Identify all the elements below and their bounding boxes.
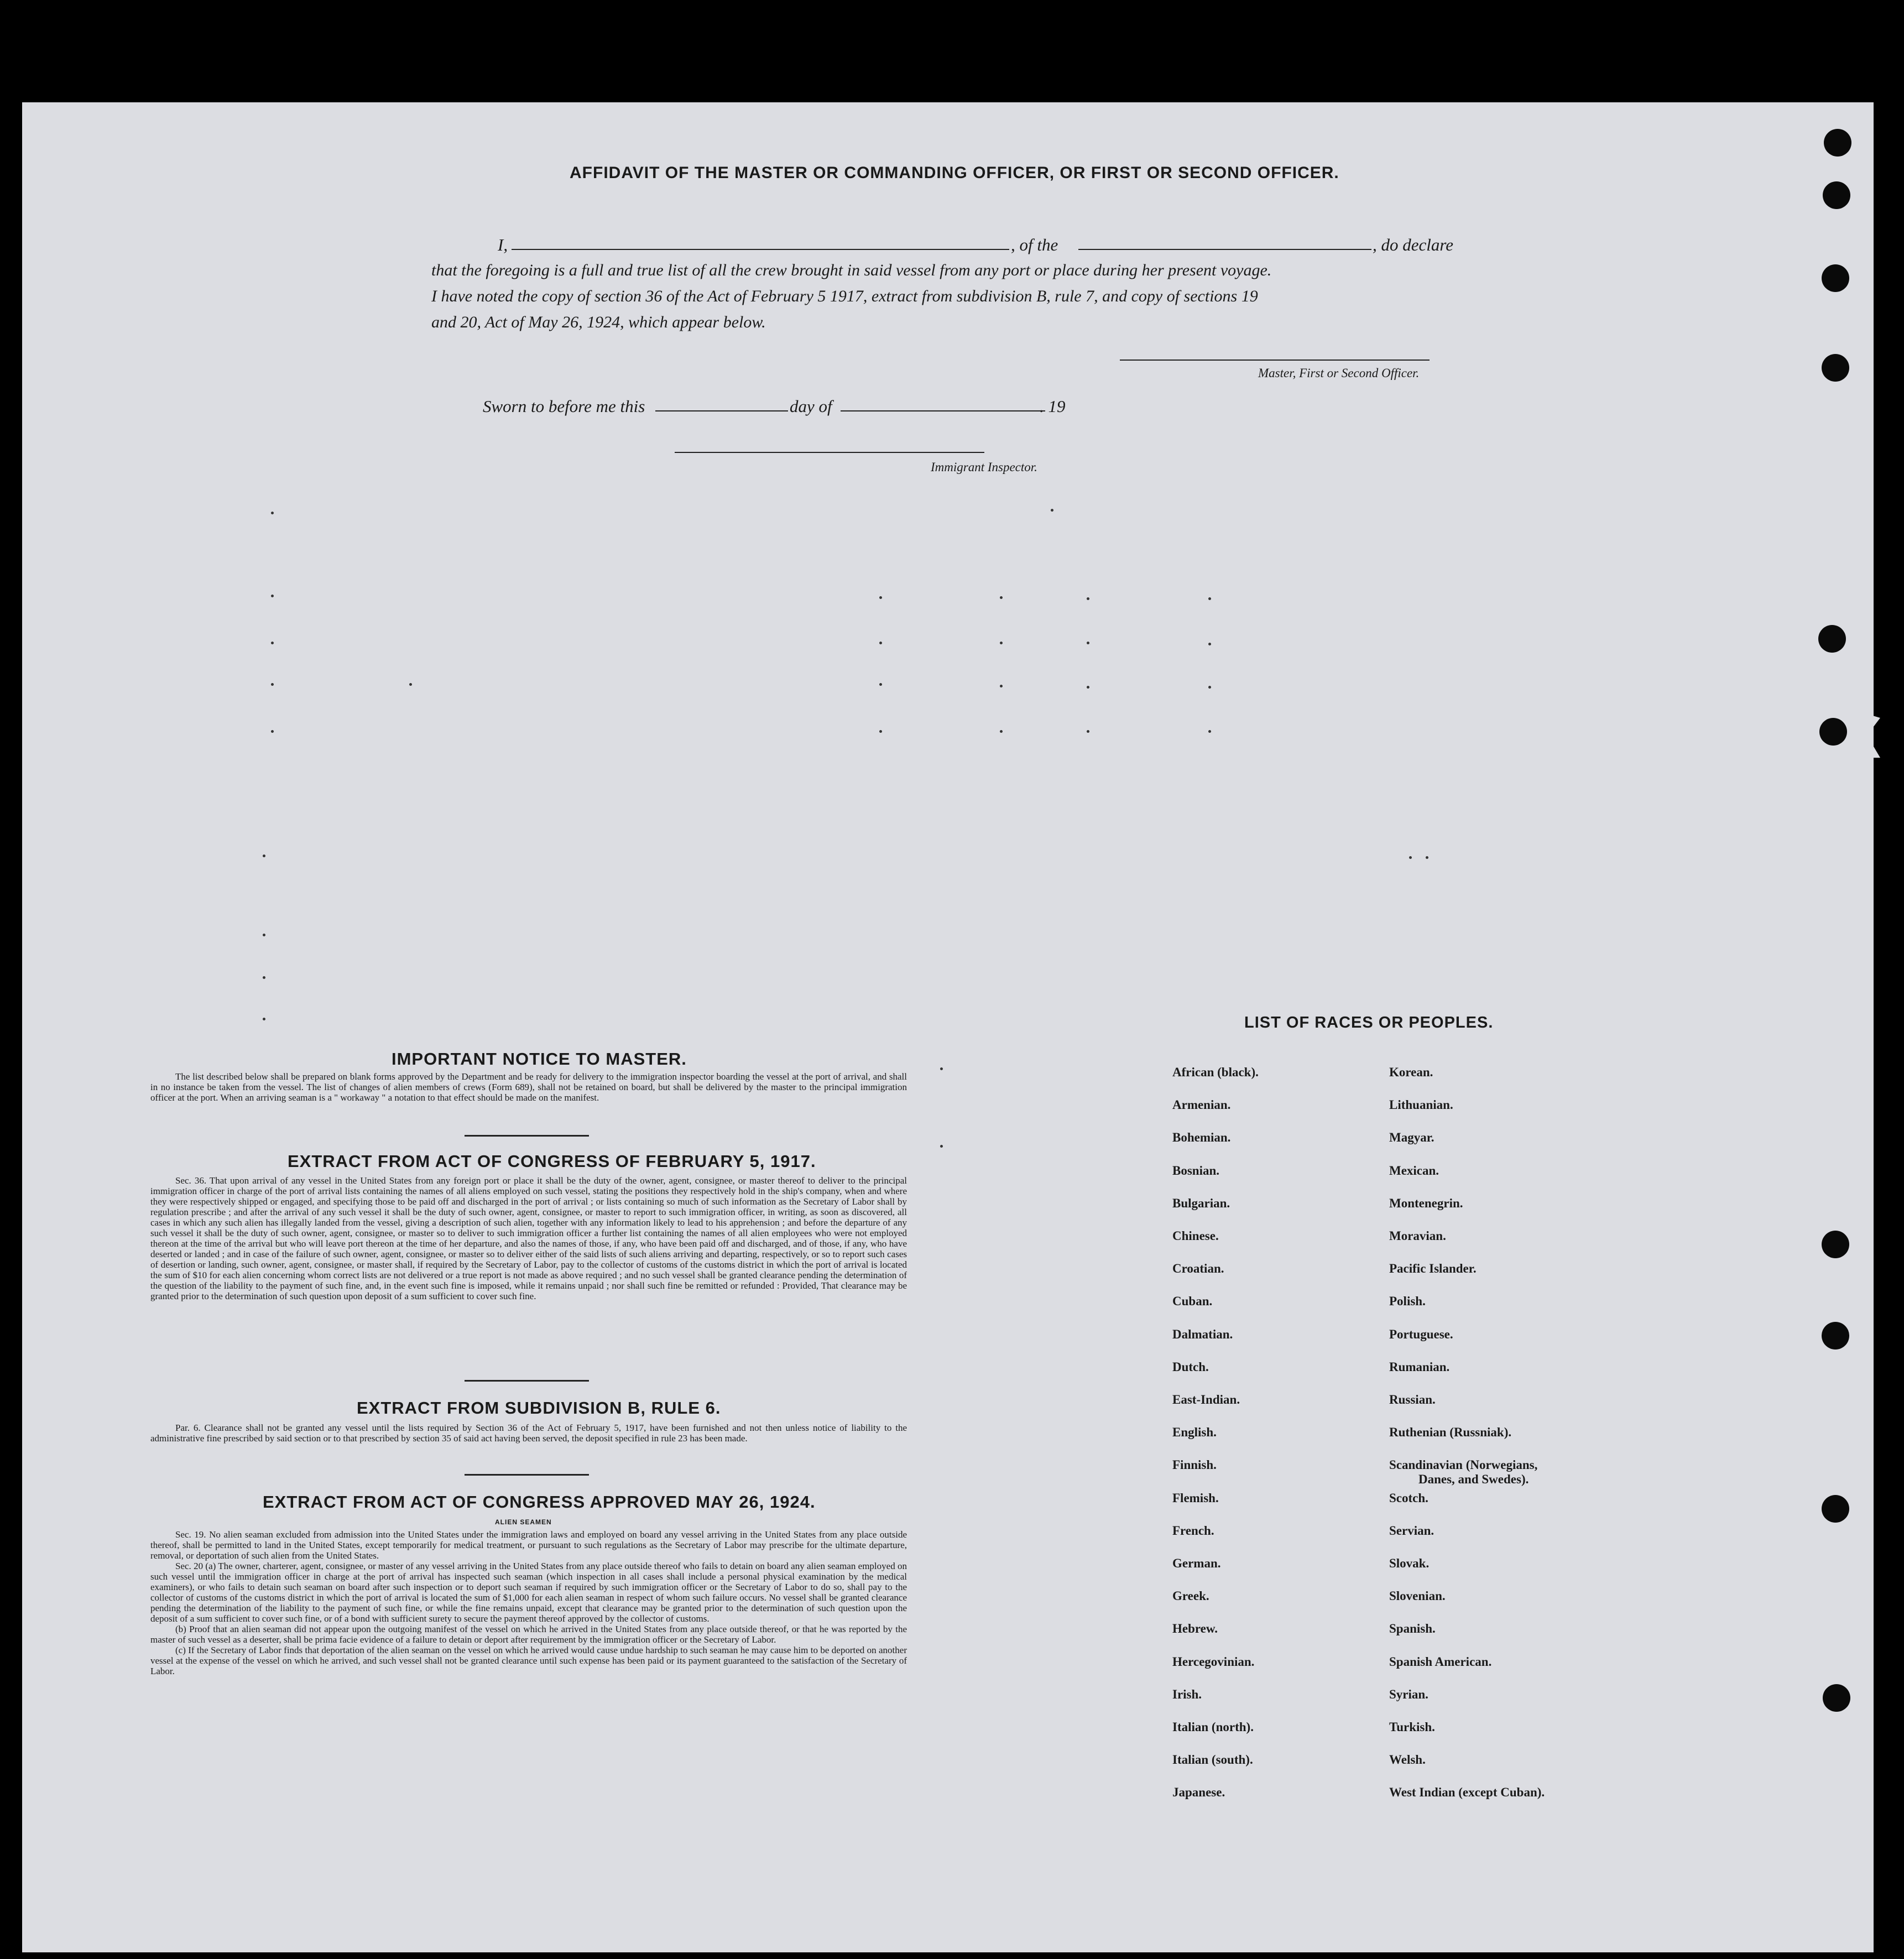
race-item: French.: [1172, 1524, 1214, 1538]
sec19-paragraph: Sec. 19. No alien seaman excluded from admission into the United States under the immigration laws and employed on board any vessel arriving in the United States from any place outside thereof, shall be permitted to land in the United States, except temporarily for medical treatment, or pursuant to such regulations as the Secretary of Labor may prescribe for the ultimate departure, removal, or deportation of such alien from the United States.: [150, 1529, 907, 1561]
race-item: Polish.: [1389, 1294, 1426, 1308]
race-item: Rumanian.: [1389, 1360, 1450, 1374]
signer-label: Master, First or Second Officer.: [1258, 366, 1420, 380]
extract-1924-title: EXTRACT FROM ACT OF CONGRESS APPROVED MAY 26, 1924.: [263, 1492, 816, 1512]
punch-hole-icon: [1822, 1495, 1849, 1523]
divider: [465, 1135, 589, 1137]
race-item: Spanish American.: [1389, 1655, 1492, 1669]
subdivision-title: EXTRACT FROM SUBDIVISION B, RULE 6.: [357, 1398, 721, 1418]
race-item: Ruthenian (Russniak).: [1389, 1425, 1512, 1439]
race-item: Hebrew.: [1172, 1622, 1218, 1635]
race-item: Moravian.: [1389, 1229, 1446, 1243]
race-item: Korean.: [1389, 1065, 1433, 1079]
race-item: Welsh.: [1389, 1753, 1426, 1767]
affidavit-line1-start: I,: [498, 235, 508, 254]
sworn-day-label: day of: [790, 397, 832, 416]
race-item: Finnish.: [1172, 1458, 1217, 1472]
race-item: Magyar.: [1389, 1130, 1434, 1144]
race-item-scandinavian-continued: Danes, and Swedes).: [1418, 1472, 1529, 1486]
sworn-year-label: . 19: [1040, 397, 1066, 416]
subdivision-text: [150, 1423, 907, 1444]
torn-edge: [1847, 708, 1880, 758]
race-item: Slovenian.: [1389, 1589, 1446, 1603]
race-item: Greek.: [1172, 1589, 1209, 1603]
sworn-month-field[interactable]: [841, 410, 1045, 411]
punch-hole-icon: [1822, 264, 1849, 292]
race-item: Scotch.: [1389, 1491, 1428, 1505]
par6-paragraph: Par. 6. Clearance shall not be granted any vessel until the lists required by Section 36 of the Act of February 5, 1917, have been furnished and not then unless notice of liability to the administrative fine prescribed by said section or to that prescribed by section 35 of said act having been served, the deposit specified in rule 23 has been made.: [150, 1423, 907, 1444]
race-item: German.: [1172, 1556, 1221, 1570]
affidavit-line3: I have noted the copy of section 36 of the Act of February 5 1917, extract from subdivision B, rule 7, and copy of sections 19: [431, 287, 1258, 305]
race-item: Flemish.: [1172, 1491, 1219, 1505]
affidavit-line1-end: , do declare: [1373, 235, 1454, 254]
race-item: African (black).: [1172, 1065, 1259, 1079]
race-item: Irish.: [1172, 1687, 1202, 1701]
punch-hole-icon: [1818, 625, 1846, 653]
punch-hole-icon: [1823, 1684, 1850, 1712]
affidavit-line2: that the foregoing is a full and true list of all the crew brought in said vessel from any port or place during her present voyage.: [431, 261, 1272, 279]
race-item: Cuban.: [1172, 1294, 1213, 1308]
race-item: Mexican.: [1389, 1164, 1439, 1178]
race-item: Bosnian.: [1172, 1164, 1220, 1178]
affidavit-line4: and 20, Act of May 26, 1924, which appear below.: [431, 313, 766, 331]
race-item: Chinese.: [1172, 1229, 1219, 1243]
vessel-blank-field[interactable]: [1078, 249, 1371, 250]
affidavit-title: AFFIDAVIT OF THE MASTER OR COMMANDING OFFICER, OR FIRST OR SECOND OFFICER.: [570, 164, 1339, 182]
race-item: Pacific Islander.: [1389, 1262, 1477, 1275]
sec20a-paragraph: Sec. 20 (a) The owner, charterer, agent, consignee, or master of any vessel arriving in the United States from any place outside thereof who fails to detain on board any alien seaman employed on such vessel until the immigration officer in charge at the port of arrival has inspected such seaman (which inspection in all cases shall include a personal physical examination by the medical examiners), or who fails to detain such seaman on board after such inspection or to deport such seaman if required by such immigration officer or the Secretary of Labor to do so, shall pay to the collector of customs of the customs district in which the port of arrival is located the sum of $1,000 for each alien seaman in respect of whom such failure occurs. No vessel shall be granted clearance pending the determination of the liability to the payment of such fine, or while the fine remains unpaid, except that clearance may be granted prior to the determination of such question upon the deposit of a sum sufficient to cover such fine, or of a bond with sufficient surety to secure the payment thereof approved by the collector of customs.: [150, 1561, 907, 1624]
race-item: English.: [1172, 1425, 1217, 1439]
race-item: Scandinavian (Norwegians,: [1389, 1458, 1538, 1472]
punch-hole-icon: [1823, 181, 1850, 209]
divider: [465, 1474, 589, 1476]
race-item: Bulgarian.: [1172, 1196, 1230, 1210]
race-item: Dutch.: [1172, 1360, 1209, 1374]
race-item: Lithuanian.: [1389, 1098, 1453, 1112]
punch-hole-icon: [1822, 1322, 1849, 1350]
race-item: Dalmatian.: [1172, 1327, 1233, 1341]
divider: [465, 1380, 589, 1382]
punch-hole-icon: [1824, 129, 1851, 157]
inspector-signature-field[interactable]: [675, 452, 984, 453]
races-title: LIST OF RACES OR PEOPLES.: [1244, 1014, 1494, 1031]
inspector-label: Immigrant Inspector.: [931, 460, 1037, 474]
sec20b-paragraph: (b) Proof that an alien seaman did not appear upon the outgoing manifest of the vessel on which he arrived in the United States from any place outside thereof, or that he was reported by the master of such vessel as a deserter, shall be prima facie evidence of a failure to detain or deport after requirement by the immigration officer or the Secretary of Labor.: [150, 1624, 907, 1645]
race-item: Armenian.: [1172, 1098, 1231, 1112]
name-blank-field[interactable]: [512, 249, 1009, 250]
race-item: Russian.: [1389, 1393, 1436, 1406]
race-item: Spanish.: [1389, 1622, 1436, 1635]
sworn-start: Sworn to before me this: [483, 397, 645, 416]
race-item: Hercegovinian.: [1172, 1655, 1255, 1669]
race-item: Servian.: [1389, 1524, 1434, 1538]
sec36-paragraph: Sec. 36. That upon arrival of any vessel in the United States from any foreign port or place it shall be the duty of the owner, agent, consignee, or master thereof to deliver to the principal immigration officer in charge of the port of arrival lists containing the names of all aliens employed on such vessel, stating the positions they respectively hold in the ship's company, when and where they were respectively shipped or engaged, and specifying those to be paid off and discharged in the port of arrival ; or lists containing so much of such information as the Secretary of Labor shall by regulation prescribe ; and after the arrival of any such vessel it shall be the duty of such owner, agent, consignee, or master to report to such immigration officer, in writing, as soon as discovered, all cases in which any such alien has illegally landed from the vessel, giving a description of such alien, together with any information likely to lead to his apprehension ; and before the departure of any such vessel it shall be the duty of such owner, agent, consignee, or master so to deliver to such immigration officer a further list containing the names of all alien employees who were not employed thereon at the time of the arrival but who will leave port thereon at the time of her departure, and also the names of those, if any, who have been paid off and discharged, and of those, if any, who have deserted or landed ; and in case of the failure of such owner, agent, consignee, or master so to deliver either of the said lists of such aliens arriving and departing, respectively, or so to report such cases of desertion or landing, such owner, agent, consignee, or master shall, if required by the Secretary of Labor, pay to the collector of customs of the customs district in which the port of arrival is located the sum of $10 for each alien concerning whom correct lists are not delivered or a true report is not made as above required ; and no such vessel shall be granted clearance pending the determination of the question of the liability to the payment of such fine, and, in the event such fine is imposed, while it remains unpaid ; nor shall such fine be remitted or refunded : Provided, That clearance may be granted prior to the determination of such question upon deposit of a sum sufficient to cover such fine.: [150, 1175, 907, 1301]
race-item: Japanese.: [1172, 1785, 1225, 1799]
punch-hole-icon: [1822, 354, 1849, 382]
race-item: Montenegrin.: [1389, 1196, 1463, 1210]
race-item: East-Indian.: [1172, 1393, 1240, 1406]
race-item: Italian (north).: [1172, 1720, 1254, 1734]
race-item: West Indian (except Cuban).: [1389, 1785, 1545, 1799]
notice-text: [150, 1071, 907, 1103]
affidavit-line1-mid: , of the: [1011, 235, 1058, 254]
extract-1917-text: [150, 1175, 907, 1301]
extract-1924-text: [150, 1529, 907, 1676]
race-item: Bohemian.: [1172, 1130, 1231, 1144]
punch-hole-icon: [1822, 1231, 1849, 1258]
race-item: Syrian.: [1389, 1687, 1428, 1701]
signature-blank-field[interactable]: [1120, 360, 1430, 361]
sworn-day-field[interactable]: [655, 410, 788, 411]
punch-hole-icon: [1819, 718, 1847, 746]
race-item: Turkish.: [1389, 1720, 1435, 1734]
race-item: Slovak.: [1389, 1556, 1430, 1570]
race-item: Croatian.: [1172, 1262, 1224, 1275]
sec20c-paragraph: (c) If the Secretary of Labor finds that deportation of the alien seaman on the vessel on which he arrived would cause undue hardship to such seaman he may cause him to be deported on another vessel at the expense of the vessel on which he arrived, and such vessel shall not be granted clearance until such expense has been paid or its payment guaranteed to the satisfaction of the Secretary of Labor.: [150, 1645, 907, 1676]
extract-1917-title: EXTRACT FROM ACT OF CONGRESS OF FEBRUARY 5, 1917.: [288, 1152, 816, 1171]
notice-paragraph: The list described below shall be prepared on blank forms approved by the Department and be ready for delivery to the immigration inspector boarding the vessel at the port of arrival, and shall in no instance be taken from the vessel. The list of changes of alien members of crews (Form 689), shall not be retained on board, but shall be delivered by the master to the principal immigration officer at the port. When an arriving seaman is a " workaway " a notation to that effect should be made on the manifest.: [150, 1071, 907, 1103]
alien-seamen-subtitle: ALIEN SEAMEN: [495, 1518, 552, 1526]
race-item: Italian (south).: [1172, 1753, 1253, 1767]
race-item: Portuguese.: [1389, 1327, 1453, 1341]
notice-title: IMPORTANT NOTICE TO MASTER.: [392, 1049, 687, 1069]
